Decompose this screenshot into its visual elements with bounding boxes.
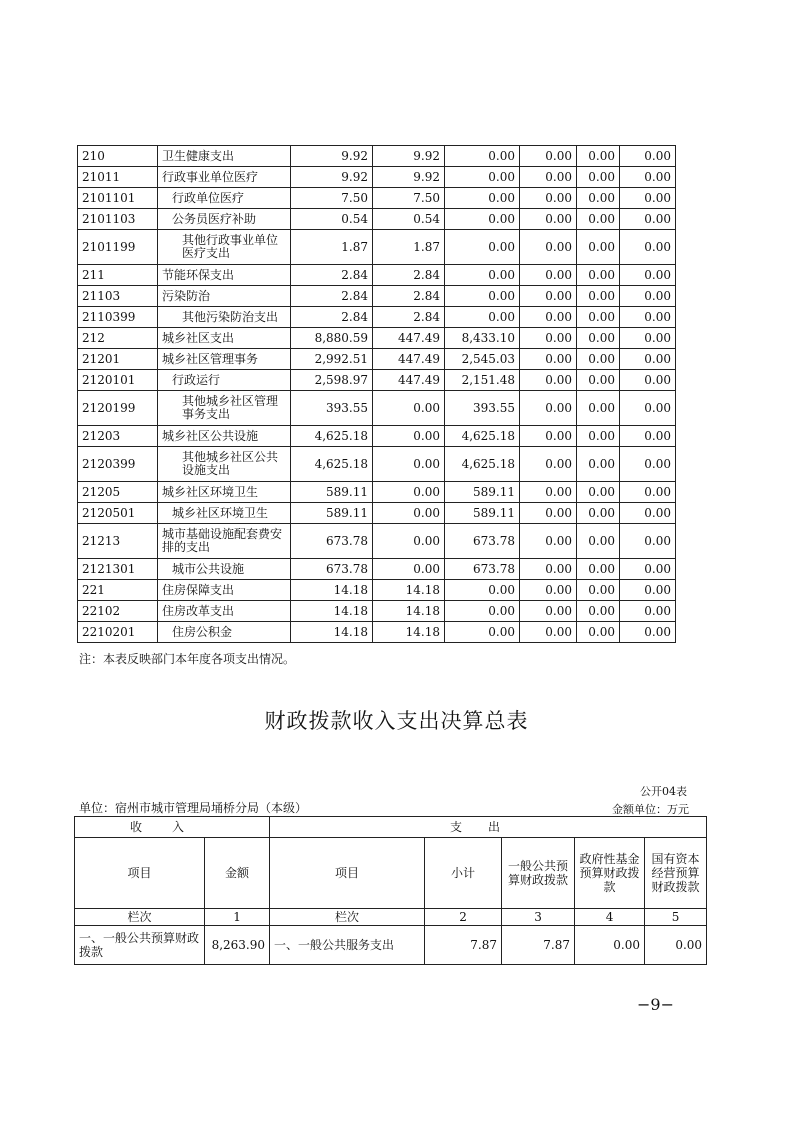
row-value: 14.18 — [291, 622, 373, 643]
row-value: 8,880.59 — [291, 328, 373, 349]
index-5: 5 — [645, 909, 707, 926]
table-row — [78, 209, 676, 230]
row-name: 其他城乡社区管理事务支出 — [158, 391, 291, 426]
row-value: 0.00 — [445, 286, 520, 307]
row-value: 0.00 — [520, 503, 577, 524]
row-name: 城市基础设施配套费安排的支出 — [158, 524, 291, 559]
row-name: 住房改革支出 — [158, 601, 291, 622]
col-item-expense: 项目 — [270, 838, 425, 909]
row-value: 0.00 — [577, 209, 620, 230]
row-value: 0.00 — [620, 188, 676, 209]
row-value: 14.18 — [373, 580, 445, 601]
col-subtotal: 小计 — [425, 838, 502, 909]
row-value: 0.00 — [520, 559, 577, 580]
row-value: 0.00 — [620, 209, 676, 230]
row-value: 0.00 — [520, 328, 577, 349]
table-row — [78, 622, 676, 643]
row-value: 0.00 — [445, 265, 520, 286]
row-value: 0.00 — [445, 167, 520, 188]
row-value: 0.00 — [620, 286, 676, 307]
row-name: 城乡社区管理事务 — [158, 349, 291, 370]
row-value: 0.00 — [520, 167, 577, 188]
table-row — [78, 447, 676, 482]
row-value: 0.00 — [373, 447, 445, 482]
table-row — [78, 146, 676, 167]
table-note: 注：本表反映部门本年度各项支出情况。 — [79, 652, 296, 666]
row-value: 589.11 — [445, 482, 520, 503]
row-value: 589.11 — [291, 482, 373, 503]
row-value: 0.00 — [577, 188, 620, 209]
table-row — [75, 926, 707, 965]
row-value: 0.00 — [620, 447, 676, 482]
row-value: 0.00 — [373, 426, 445, 447]
row-value: 2,598.97 — [291, 370, 373, 391]
row-value: 393.55 — [445, 391, 520, 426]
row-value: 7.50 — [373, 188, 445, 209]
row-value: 0.00 — [520, 370, 577, 391]
row-value: 0.00 — [373, 559, 445, 580]
income-amount: 8,263.90 — [205, 926, 270, 965]
state-capital-value: 0.00 — [645, 926, 707, 965]
col-amount: 金额 — [205, 838, 270, 909]
row-value: 14.18 — [373, 601, 445, 622]
subtotal-value: 7.87 — [425, 926, 502, 965]
row-code: 2121301 — [78, 559, 158, 580]
row-value: 0.00 — [520, 524, 577, 559]
row-value: 0.00 — [520, 601, 577, 622]
row-value: 0.00 — [373, 524, 445, 559]
row-code: 2101103 — [78, 209, 158, 230]
row-code: 2120199 — [78, 391, 158, 426]
table-row — [78, 559, 676, 580]
index-row — [75, 909, 707, 926]
row-value: 1.87 — [373, 230, 445, 265]
row-value: 0.00 — [445, 146, 520, 167]
row-value: 0.00 — [445, 622, 520, 643]
row-value: 9.92 — [373, 167, 445, 188]
row-name: 住房公积金 — [158, 622, 291, 643]
row-value: 0.00 — [620, 230, 676, 265]
row-value: 0.00 — [577, 349, 620, 370]
row-value: 0.00 — [577, 503, 620, 524]
row-code: 21205 — [78, 482, 158, 503]
row-code: 210 — [78, 146, 158, 167]
row-value: 14.18 — [373, 622, 445, 643]
general-value: 7.87 — [502, 926, 575, 965]
row-value: 0.00 — [520, 188, 577, 209]
row-value: 0.00 — [620, 146, 676, 167]
row-value: 0.00 — [577, 370, 620, 391]
row-value: 0.00 — [445, 188, 520, 209]
row-name: 行政单位医疗 — [158, 188, 291, 209]
row-value: 0.00 — [577, 622, 620, 643]
row-value: 673.78 — [445, 559, 520, 580]
row-code: 2110399 — [78, 307, 158, 328]
row-name: 城乡社区环境卫生 — [158, 482, 291, 503]
row-value: 447.49 — [373, 370, 445, 391]
index-4: 4 — [575, 909, 645, 926]
row-value: 0.00 — [577, 167, 620, 188]
group-header-row — [75, 817, 707, 838]
row-name: 住房保障支出 — [158, 580, 291, 601]
row-value: 0.00 — [520, 482, 577, 503]
row-value: 0.00 — [577, 265, 620, 286]
row-value: 0.00 — [577, 286, 620, 307]
table-row — [78, 482, 676, 503]
expense-item: 一、一般公共服务支出 — [270, 926, 425, 965]
index-3: 3 — [502, 909, 575, 926]
col-gov-fund: 政府性基金预算财政拨款 — [575, 838, 645, 909]
row-value: 4,625.18 — [291, 447, 373, 482]
table-row — [78, 580, 676, 601]
row-value: 2.84 — [291, 265, 373, 286]
row-value: 0.00 — [520, 307, 577, 328]
row-value: 0.00 — [620, 391, 676, 426]
row-value: 0.00 — [520, 426, 577, 447]
row-value: 0.00 — [620, 307, 676, 328]
row-value: 4,625.18 — [445, 426, 520, 447]
table-row — [78, 503, 676, 524]
row-value: 0.00 — [520, 230, 577, 265]
row-value: 2.84 — [291, 286, 373, 307]
row-value: 0.00 — [577, 391, 620, 426]
row-name: 其他污染防治支出 — [158, 307, 291, 328]
row-value: 0.00 — [620, 349, 676, 370]
expense-header — [270, 817, 707, 838]
row-value: 673.78 — [291, 559, 373, 580]
row-value: 447.49 — [373, 328, 445, 349]
row-value: 9.92 — [291, 167, 373, 188]
row-code: 212 — [78, 328, 158, 349]
row-value: 0.00 — [620, 559, 676, 580]
table-row — [78, 328, 676, 349]
table-row — [78, 349, 676, 370]
row-value: 8,433.10 — [445, 328, 520, 349]
row-value: 9.92 — [373, 146, 445, 167]
row-value: 0.00 — [620, 370, 676, 391]
row-value: 0.00 — [520, 146, 577, 167]
row-code: 2210201 — [78, 622, 158, 643]
row-label: 栏次 — [75, 909, 205, 926]
row-value: 589.11 — [445, 503, 520, 524]
row-code: 21201 — [78, 349, 158, 370]
row-value: 393.55 — [291, 391, 373, 426]
amount-unit-label: 金额单位：万元 — [612, 803, 689, 816]
row-code: 22102 — [78, 601, 158, 622]
row-value: 14.18 — [291, 580, 373, 601]
column-header-row — [75, 838, 707, 909]
row-label: 栏次 — [270, 909, 425, 926]
table-row — [78, 167, 676, 188]
row-name: 其他城乡社区公共设施支出 — [158, 447, 291, 482]
row-code: 21213 — [78, 524, 158, 559]
row-code: 2101199 — [78, 230, 158, 265]
row-value: 4,625.18 — [445, 447, 520, 482]
index-2: 2 — [425, 909, 502, 926]
row-value: 0.00 — [620, 426, 676, 447]
row-value: 0.00 — [445, 230, 520, 265]
row-value: 0.00 — [620, 167, 676, 188]
page-number: −9− — [637, 995, 674, 1014]
income-header — [75, 817, 270, 838]
index-1: 1 — [205, 909, 270, 926]
row-value: 0.00 — [620, 328, 676, 349]
row-name: 公务员医疗补助 — [158, 209, 291, 230]
table-row — [78, 524, 676, 559]
table-row — [78, 307, 676, 328]
row-value: 0.00 — [520, 391, 577, 426]
row-name: 其他行政事业单位医疗支出 — [158, 230, 291, 265]
row-code: 211 — [78, 265, 158, 286]
row-value: 0.00 — [620, 482, 676, 503]
form-number: 公开04表 — [640, 785, 687, 798]
row-value: 0.00 — [520, 265, 577, 286]
row-value: 0.00 — [577, 307, 620, 328]
row-value: 0.00 — [520, 349, 577, 370]
row-value: 0.00 — [577, 580, 620, 601]
row-code: 221 — [78, 580, 158, 601]
row-value: 0.00 — [577, 426, 620, 447]
table-row — [78, 188, 676, 209]
row-value: 0.00 — [520, 209, 577, 230]
row-value: 0.00 — [620, 265, 676, 286]
row-value: 0.00 — [520, 580, 577, 601]
row-value: 0.00 — [577, 482, 620, 503]
income-item: 一、一般公共预算财政拨款 — [75, 926, 205, 965]
table-row — [78, 265, 676, 286]
col-item-income: 项目 — [75, 838, 205, 909]
row-value: 2,151.48 — [445, 370, 520, 391]
row-value: 0.00 — [577, 601, 620, 622]
row-value: 0.00 — [445, 580, 520, 601]
row-name: 行政事业单位医疗 — [158, 167, 291, 188]
row-value: 0.00 — [373, 503, 445, 524]
row-value: 0.54 — [373, 209, 445, 230]
row-code: 2120101 — [78, 370, 158, 391]
row-code: 21203 — [78, 426, 158, 447]
table-row — [78, 370, 676, 391]
row-value: 1.87 — [291, 230, 373, 265]
finance-summary-table — [74, 816, 707, 965]
row-value: 0.00 — [577, 524, 620, 559]
row-value: 0.00 — [577, 559, 620, 580]
row-value: 0.00 — [620, 580, 676, 601]
row-name: 城乡社区支出 — [158, 328, 291, 349]
row-value: 2,545.03 — [445, 349, 520, 370]
row-value: 0.00 — [620, 524, 676, 559]
row-value: 0.00 — [520, 447, 577, 482]
table-row — [78, 601, 676, 622]
table-row — [78, 286, 676, 307]
row-code: 21103 — [78, 286, 158, 307]
row-name: 卫生健康支出 — [158, 146, 291, 167]
row-value: 0.00 — [577, 328, 620, 349]
row-value: 589.11 — [291, 503, 373, 524]
row-value: 2.84 — [373, 307, 445, 328]
row-value: 7.50 — [291, 188, 373, 209]
row-code: 2120399 — [78, 447, 158, 482]
row-name: 城乡社区环境卫生 — [158, 503, 291, 524]
row-value: 0.00 — [445, 307, 520, 328]
row-value: 0.00 — [577, 230, 620, 265]
gov-fund-value: 0.00 — [575, 926, 645, 965]
row-value: 2.84 — [373, 286, 445, 307]
row-value: 0.54 — [291, 209, 373, 230]
row-name: 城乡社区公共设施 — [158, 426, 291, 447]
table-row — [78, 391, 676, 426]
row-value: 673.78 — [445, 524, 520, 559]
row-value: 0.00 — [620, 503, 676, 524]
page-title: 财政拨款收入支出决算总表 — [264, 709, 529, 733]
row-value: 0.00 — [520, 286, 577, 307]
row-code: 2101101 — [78, 188, 158, 209]
row-value: 0.00 — [373, 482, 445, 503]
row-value: 673.78 — [291, 524, 373, 559]
income-header-text: 收入 — [130, 820, 215, 834]
row-value: 0.00 — [620, 601, 676, 622]
expense-header-text: 支出 — [450, 820, 527, 834]
row-value: 0.00 — [577, 447, 620, 482]
col-state-capital: 国有资本经营预算财政拨款 — [645, 838, 707, 909]
row-value: 0.00 — [445, 601, 520, 622]
row-value: 0.00 — [520, 622, 577, 643]
row-value: 0.00 — [373, 391, 445, 426]
row-value: 2.84 — [373, 265, 445, 286]
unit-label: 单位：宿州市城市管理局埇桥分局（本级） — [79, 801, 308, 815]
row-value: 447.49 — [373, 349, 445, 370]
table-row — [78, 426, 676, 447]
row-value: 0.00 — [445, 209, 520, 230]
row-value: 0.00 — [577, 146, 620, 167]
row-value: 2.84 — [291, 307, 373, 328]
row-name: 行政运行 — [158, 370, 291, 391]
row-name: 城市公共设施 — [158, 559, 291, 580]
table-row — [78, 230, 676, 265]
col-general-budget: 一般公共预算财政拨款 — [502, 838, 575, 909]
row-value: 9.92 — [291, 146, 373, 167]
row-value: 4,625.18 — [291, 426, 373, 447]
row-name: 污染防治 — [158, 286, 291, 307]
row-code: 2120501 — [78, 503, 158, 524]
expenditure-table — [77, 145, 676, 643]
row-name: 节能环保支出 — [158, 265, 291, 286]
row-value: 0.00 — [620, 622, 676, 643]
row-value: 14.18 — [291, 601, 373, 622]
row-value: 2,992.51 — [291, 349, 373, 370]
row-code: 21011 — [78, 167, 158, 188]
